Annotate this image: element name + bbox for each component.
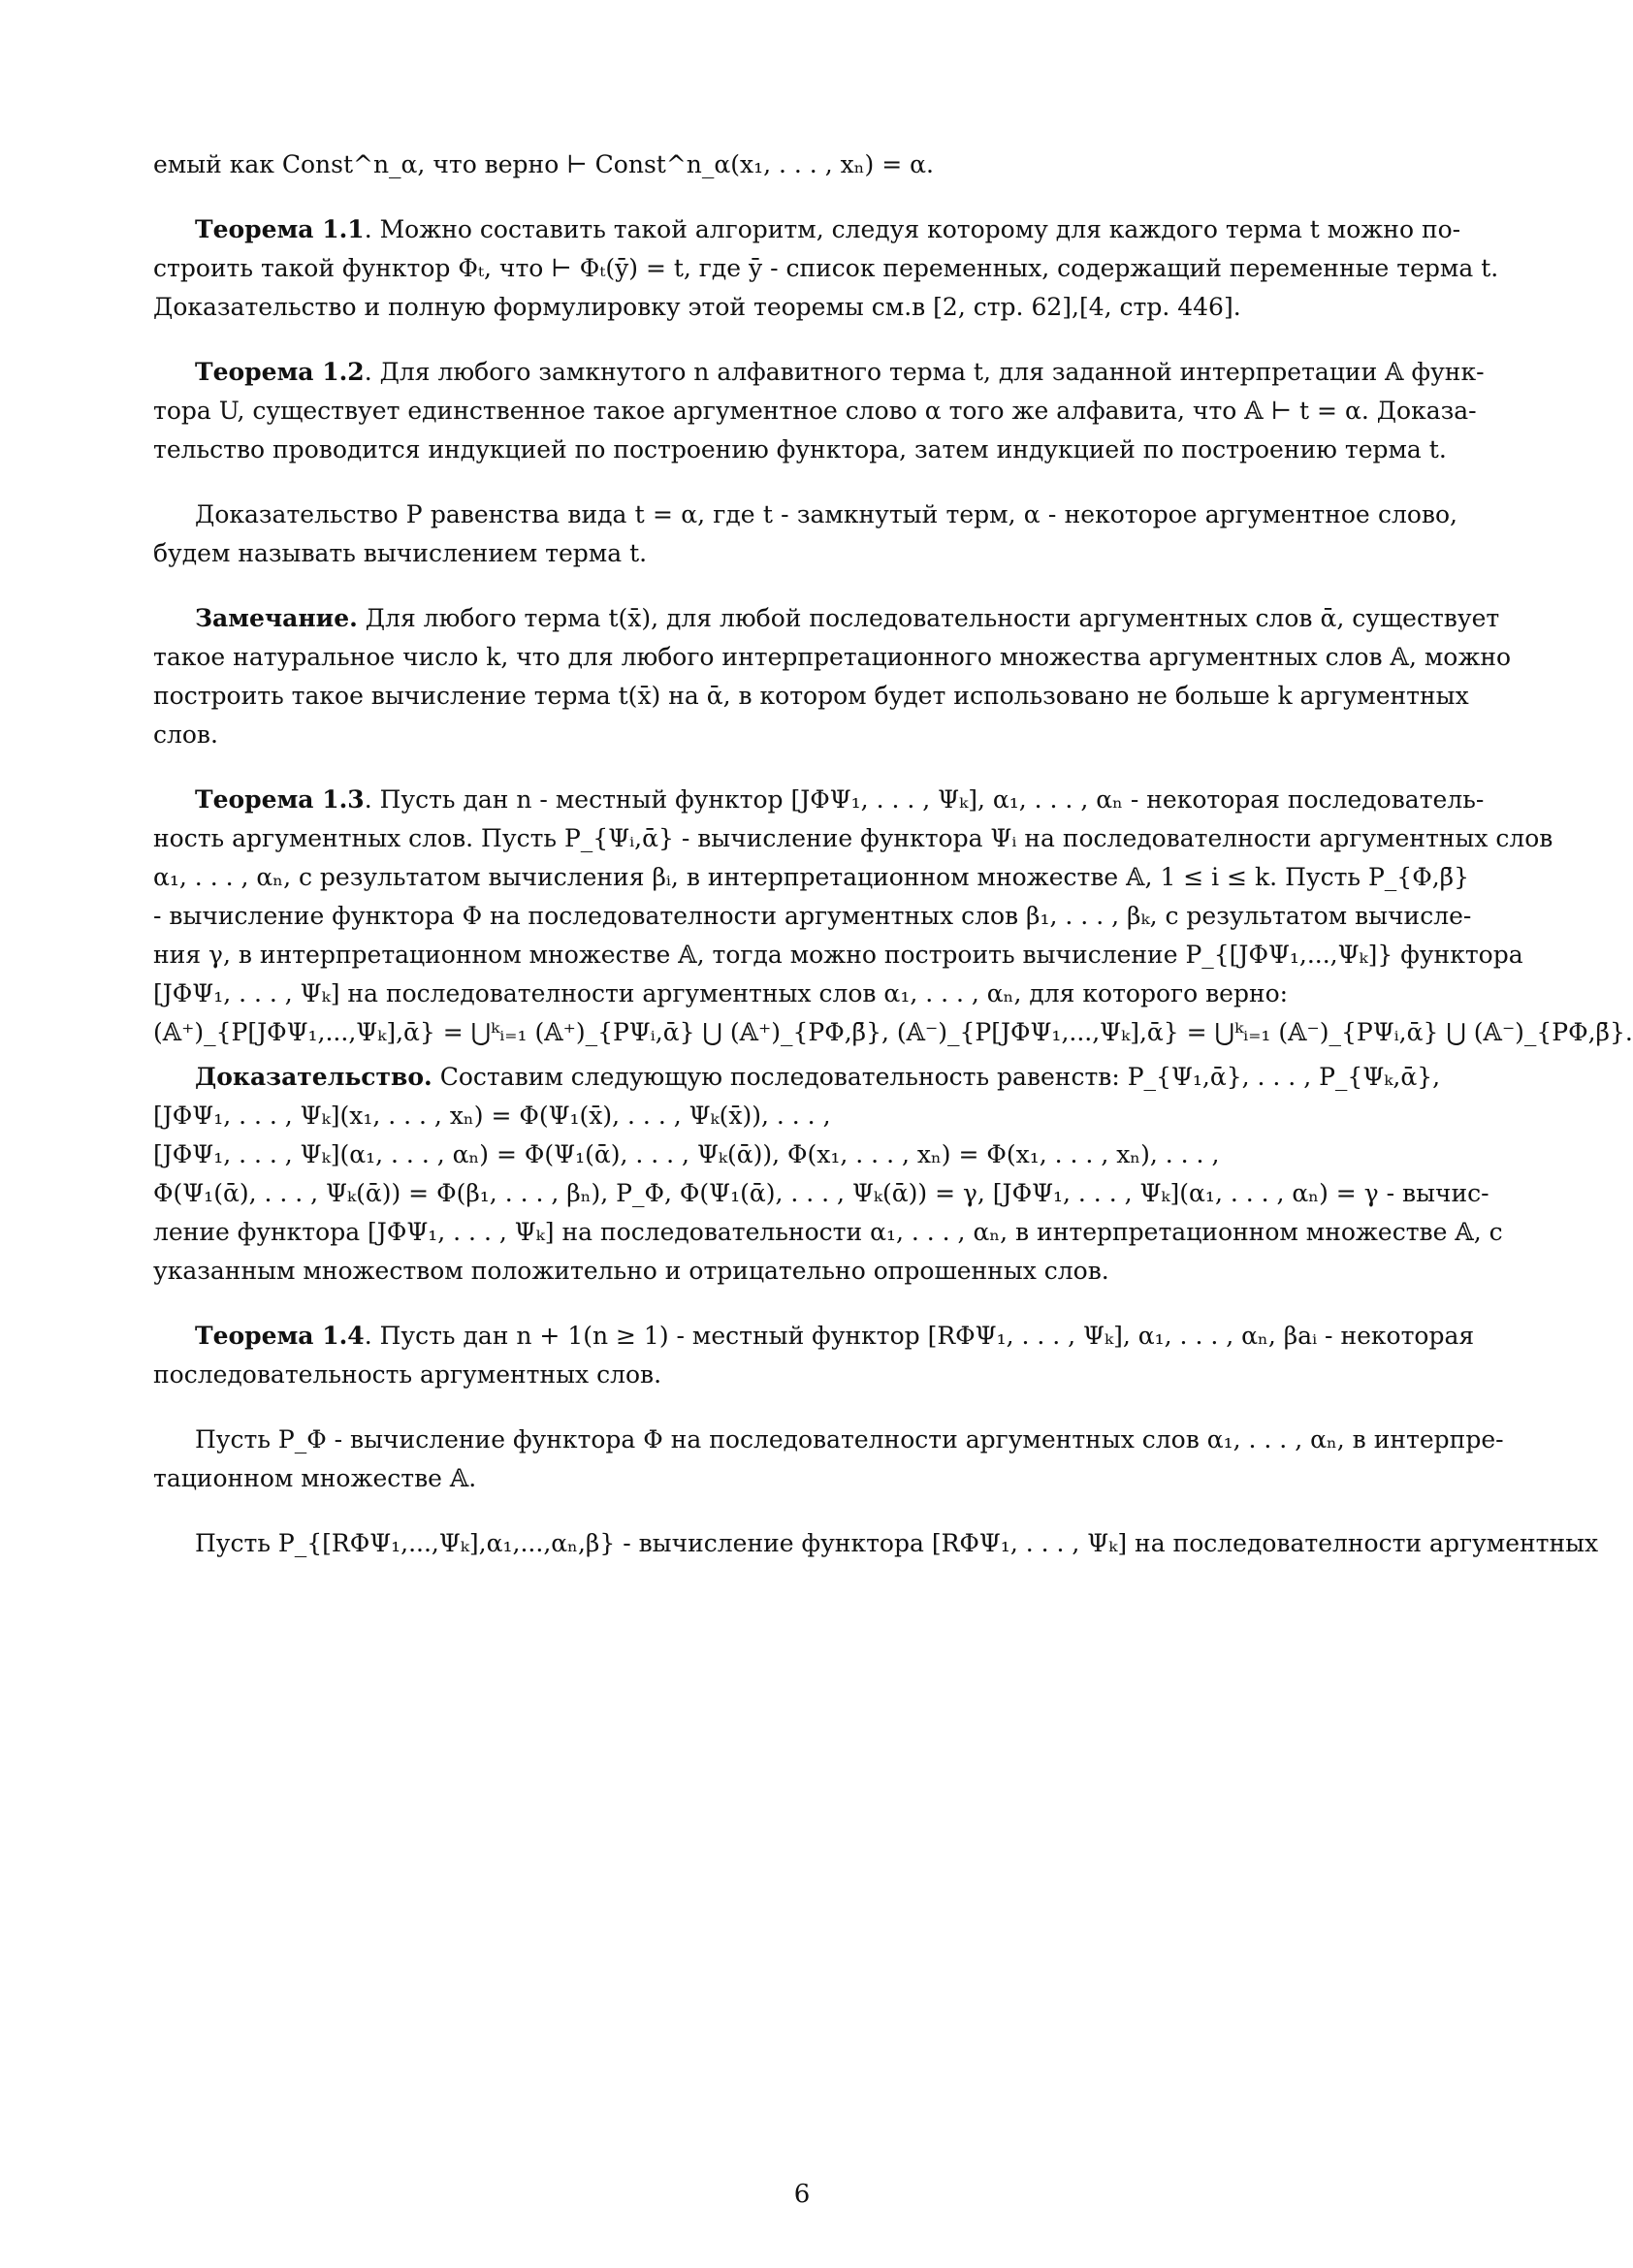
text-line: Пусть P_Φ - вычисление функтора Φ на последователности аргументных слов α₁, . . . , αₙ, в интерпре- <box>195 1425 1504 1453</box>
theorem-heading: Теорема 1.3 <box>195 785 365 814</box>
text-line: Теорема 1.1. Можно составить такой алгоритм, следуя которому для каждого терма t можно по- <box>195 215 1461 243</box>
formula-line: Φ(Ψ₁(ᾱ), . . . , Ψₖ(ᾱ)) = Φ(β₁, . . . , βₙ), P_Φ, Φ(Ψ₁(ᾱ), . . . , Ψₖ(ᾱ)) = γ, [JΦΨ₁, . . . , Ψₖ](α₁, . . . , αₙ) = γ - вычис- <box>153 1179 1489 1207</box>
text-line: построить такое вычисление терма t(x̄) на ᾱ, в котором будет использовано не больше k аргументных <box>153 682 1469 710</box>
text-line: такое натуральное число k, что для любого интерпретационного множества аргументных слов 𝔸, можно <box>153 643 1512 671</box>
theorem-heading: Теорема 1.1 <box>195 215 365 243</box>
text-line: ность аргументных слов. Пусть P_{Ψᵢ,ᾱ} - вычисление функтора Ψᵢ на последователности аргументных слов <box>153 824 1553 852</box>
formula-line: (𝔸⁺)_{P[JΦΨ₁,...,Ψₖ],ᾱ} = ⋃ᵏᵢ₌₁ (𝔸⁺)_{PΨᵢ,ᾱ} ⋃ (𝔸⁺)_{PΦ,β̄}, (𝔸⁻)_{P[JΦΨ₁,...,Ψₖ],ᾱ} = ⋃ᵏᵢ₌₁ (𝔸⁻)_{PΨᵢ,ᾱ} ⋃ (𝔸⁻)_{PΦ,β̄}. <box>153 1018 1633 1046</box>
text-line: последовательность аргументных слов. <box>153 1360 662 1389</box>
theorem-1-4 <box>153 1317 1475 1394</box>
text-line: ния γ, в интерпретационном множестве 𝔸, тогда можно построить вычисление P_{[JΦΨ₁,...,Ψₖ]} функтора <box>153 941 1523 969</box>
proof <box>153 1058 1503 1291</box>
text-line: строить такой функтор Φₜ, что ⊢ Φₜ(ȳ) = t, где ȳ - список переменных, содержащий переменные терма t. <box>153 254 1499 282</box>
paragraph-let-phi <box>153 1421 1504 1498</box>
text-line: Теорема 1.2. Для любого замкнутого n алфавитного терма t, для заданной интерпретации 𝔸 функ- <box>195 358 1485 386</box>
text-line: указанным множеством положительно и отрицательно опрошенных слов. <box>153 1257 1109 1285</box>
page-number: 6 <box>793 2180 811 2209</box>
text-line: Теорема 1.3. Пусть дан n - местный функтор [JΦΨ₁, . . . , Ψₖ], α₁, . . . , αₙ - некоторая последователь- <box>195 785 1485 814</box>
text-line: - вычисление функтора Φ на последователности аргументных слов β₁, . . . , βₖ, с результатом вычисле- <box>153 902 1472 930</box>
text-line: Замечание. Для любого терма t(x̄), для любой последовательности аргументных слов ᾱ, существует <box>195 604 1500 632</box>
theorem-heading: Теорема 1.2 <box>195 358 365 386</box>
text-line: слов. <box>153 720 218 749</box>
text-line: ление функтора [JΦΨ₁, . . . , Ψₖ] на последовательности α₁, . . . , αₙ, в интерпретационном множестве 𝔸, с <box>153 1218 1503 1246</box>
text-line: [JΦΨ₁, . . . , Ψₖ] на последователности аргументных слов α₁, . . . , αₙ, для которого верно: <box>153 979 1289 1007</box>
theorem-heading: Теорема 1.4 <box>195 1322 365 1350</box>
theorem-1-1 <box>153 210 1499 327</box>
text-line: тельство проводится индукцией по построению функтора, затем индукцией по построению терма t. <box>153 435 1447 463</box>
paragraph-let-r <box>153 1524 1599 1563</box>
text-line: тора U, существует единственное такое аргументное слово α того же алфавита, что 𝔸 ⊢ t = α. Доказа- <box>153 397 1477 425</box>
theorem-1-3 <box>153 781 1633 1052</box>
remark-heading: Замечание. <box>195 604 358 632</box>
paragraph-const: емый как Const^n_α, что верно ⊢ Const^n_α(x₁, . . . , xₙ) = α. <box>153 150 934 178</box>
text-line: тационном множестве 𝔸. <box>153 1464 477 1492</box>
page-body <box>153 145 1633 1563</box>
proof-heading: Доказательство. <box>195 1063 432 1091</box>
theorem-1-2 <box>153 353 1485 469</box>
text-line: Доказательство P равенства вида t = α, где t - замкнутый терм, α - некоторое аргументное слово, <box>195 500 1457 528</box>
remark <box>153 599 1512 754</box>
formula-line: [JΦΨ₁, . . . , Ψₖ](α₁, . . . , αₙ) = Φ(Ψ₁(ᾱ), . . . , Ψₖ(ᾱ)), Φ(x₁, . . . , xₙ) = Φ(x₁, . . . , xₙ), . . . , <box>153 1140 1220 1168</box>
text-line: Доказательство и полную формулировку этой теоремы см.в [2, стр. 62],[4, стр. 446]. <box>153 293 1241 321</box>
paragraph-calculation <box>153 495 1457 573</box>
text-line: Доказательство. Составим следующую последовательность равенств: P_{Ψ₁,ᾱ}, . . . , P_{Ψₖ,ᾱ}, <box>195 1063 1441 1091</box>
formula-line: [JΦΨ₁, . . . , Ψₖ](x₁, . . . , xₙ) = Φ(Ψ₁(x̄), . . . , Ψₖ(x̄)), . . . , <box>153 1102 831 1130</box>
text-line: будем называть вычислением терма t. <box>153 539 648 567</box>
text-line: α₁, . . . , αₙ, с результатом вычисления βᵢ, в интерпретационном множестве 𝔸, 1 ≤ i ≤ k. Пусть P_{Φ,β̄} <box>153 863 1469 891</box>
text-line: Теорема 1.4. Пусть дан n + 1(n ≥ 1) - местный функтор [RΦΨ₁, . . . , Ψₖ], α₁, . . . , αₙ, βaᵢ - некоторая <box>195 1322 1475 1350</box>
text-line: Пусть P_{[RΦΨ₁,...,Ψₖ],α₁,...,αₙ,β} - вычисление функтора [RΦΨ₁, . . . , Ψₖ] на последователности аргументных <box>195 1529 1599 1557</box>
